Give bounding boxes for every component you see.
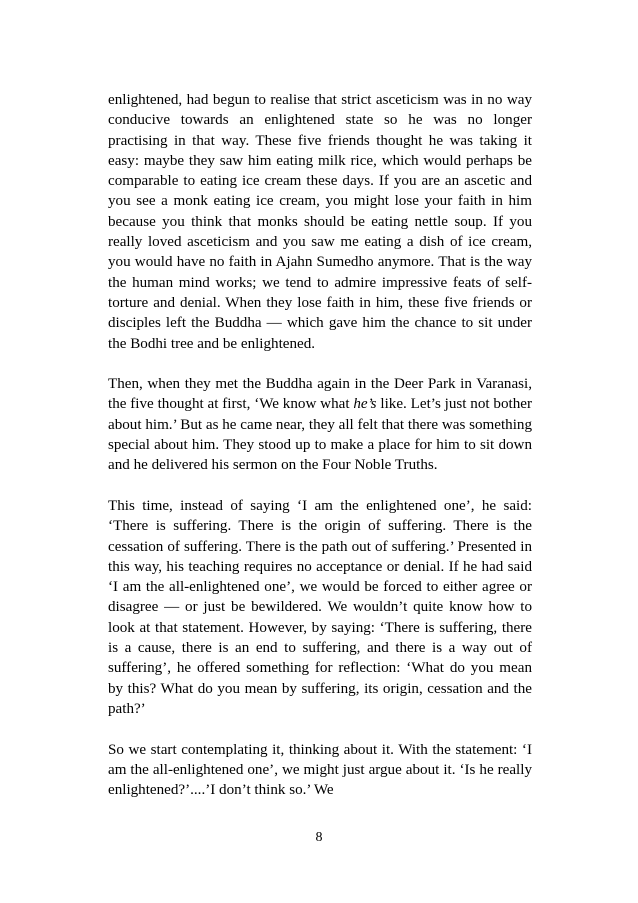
page-body (108, 90, 532, 800)
italic-emphasis: he’s (353, 396, 377, 413)
page-number: 8 (315, 830, 323, 845)
text-run: This time, instead of saying ‘I am the enlightened one’, he said: ‘There is suffering. There is the origin of suffering. There is the cessation of suffering. There is the path out of suffering.’ Presented in this way, his teaching requires no acceptance or denial. If he had said ‘I am the all-enlightened one’, we would be forced to either agree or disagree — or just be bewildered. We wouldn’t quite know how to look at that statement. However, by saying: ‘There is suffering, there is a cause, there is an end to suffering, and there is a way out of suffering’, he offered something for reflection: ‘What do you mean by this? What do you mean by suffering, its origin, cessation and the path?’ (108, 497, 532, 717)
text-run: So we start contemplating it, thinking about it. With the statement: ‘I am the all-enlightened one’, we might just argue about it. ‘Is he really enlightened?’....’I don’t think so.’ We (108, 741, 532, 799)
text-run: enlightened, had begun to realise that strict asceticism was in no way conducive towards an enlightened state so he was no longer practising in that way. These five friends thought he was taking it easy: maybe they saw him eating milk rice, which would perhaps be comparable to eating ice cream these days. If you are an ascetic and you see a monk eating ice cream, you might lose your faith in him because you think that monks should be eating nettle soup. If you really loved asceticism and you saw me eating a dish of ice cream, you would have no faith in Ajahn Sumedho anymore. That is the way the human mind works; we tend to admire impressive feats of self-torture and denial. When they lose faith in him, these five friends or disciples left the Buddha — which gave him the chance to sit under the Bodhi tree and be enlightened. (108, 92, 532, 352)
text-run: like. Let’s just not bother about him.’ But as he came near, they all felt that there was something special about him. They stood up to make a place for him to sit down and he delivered his sermon on the Four Noble Truths. (108, 396, 532, 474)
paragraph (108, 740, 532, 801)
text-run: Then, when they met the Buddha again in the Deer Park in Varanasi, the five thought at first, ‘We know what (108, 376, 532, 413)
paragraph (108, 496, 532, 719)
paragraph (108, 90, 532, 354)
paragraph (108, 374, 532, 475)
